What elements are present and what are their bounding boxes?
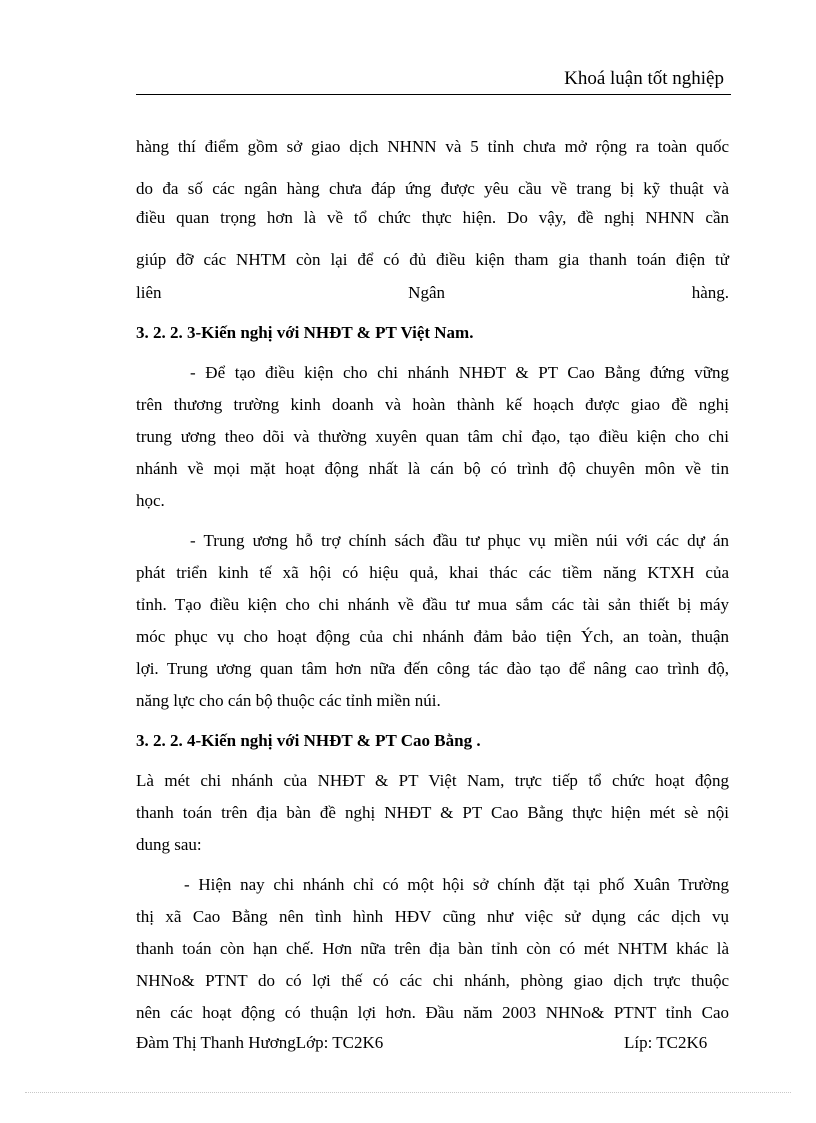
text-line: nên các hoạt động có thuận lợi hơn. Đầu năm 2003 NHNo& PTNT tỉnh Cao (136, 1003, 729, 1022)
footer-class: Líp: TC2K6 (624, 1033, 708, 1052)
text-line: phát triển kinh tế xã hội có hiệu quả, khai thác các tiềm năng KTXH của (136, 563, 729, 582)
section-heading: 3. 2. 2. 3-Kiến nghị với NHĐT & PT Việt Nam. (136, 323, 474, 342)
text-line: tỉnh. Tạo điều kiện cho chi nhánh về đầu tư mua sắm các tài sản thiết bị máy (136, 595, 729, 614)
text-line: liên Ngân hàng. (136, 283, 729, 302)
text-line: NHNo& PTNT do có lợi thế có các chi nhánh, phòng giao dịch trực thuộc (136, 971, 729, 990)
header-rule (136, 94, 731, 95)
text-line: hàng thí điểm gồm sở giao dịch NHNN và 5 tỉnh chưa mở rộng ra toàn quốc (136, 137, 729, 156)
text-line: - Hiện nay chi nhánh chỉ có một hội sở chính đặt tại phố Xuân Trường (184, 875, 729, 894)
text-line: thanh toán còn hạn chế. Hơn nữa trên địa bàn tỉnh còn có mét NHTM khác là (136, 939, 729, 958)
section-heading: 3. 2. 2. 4-Kiến nghị với NHĐT & PT Cao Bằng . (136, 731, 481, 750)
text-line: - Để tạo điều kiện cho chi nhánh NHĐT & PT Cao Bằng đứng vững (190, 363, 729, 382)
text-line: học. (136, 491, 165, 510)
page-header-title: Khoá luận tốt nghiệp (564, 68, 724, 89)
text-line: lợi. Trung ương quan tâm hơn nữa đến công tác đào tạo để nâng cao trình độ, (136, 659, 729, 678)
text-line: dung sau: (136, 835, 202, 854)
text-line: thanh toán trên địa bàn đề nghị NHĐT & PT Cao Bằng thực hiện mét sè nội (136, 803, 729, 822)
text-line: Là mét chi nhánh của NHĐT & PT Việt Nam, trực tiếp tổ chức hoạt động (136, 771, 729, 790)
text-line: móc phục vụ cho hoạt động của chi nhánh đảm bảo tiện Ých, an toàn, thuận (136, 627, 729, 646)
page-edge (25, 1092, 791, 1093)
text-line: giúp đỡ các NHTM còn lại để có đủ điều kiện tham gia thanh toán điện tử (136, 250, 729, 269)
text-line: - Trung ương hỗ trợ chính sách đầu tư phục vụ miền núi với các dự án (190, 531, 729, 550)
text-line: nhánh về mọi mặt hoạt động nhất là cán bộ có trình độ chuyên môn về tin (136, 459, 729, 478)
text-line: thị xã Cao Bằng nên tình hình HĐV cũng như việc sử dụng các dịch vụ (136, 907, 729, 926)
text-line: trung ương theo dõi và thường xuyên quan tâm chỉ đạo, tạo điều kiện cho chi (136, 427, 729, 446)
text-line: trên thương trường kinh doanh và hoàn thành kế hoạch được giao đề nghị (136, 395, 729, 414)
footer-author: Đàm Thị Thanh HươngLớp: TC2K6 (136, 1033, 384, 1052)
text-line: điều quan trọng hơn là về tổ chức thực hiện. Do vậy, đề nghị NHNN cần (136, 208, 729, 227)
text-line: do đa số các ngân hàng chưa đáp ứng được yêu cầu về trang bị kỹ thuật và (136, 179, 729, 198)
text-line: năng lực cho cán bộ thuộc các tỉnh miền núi. (136, 691, 441, 710)
